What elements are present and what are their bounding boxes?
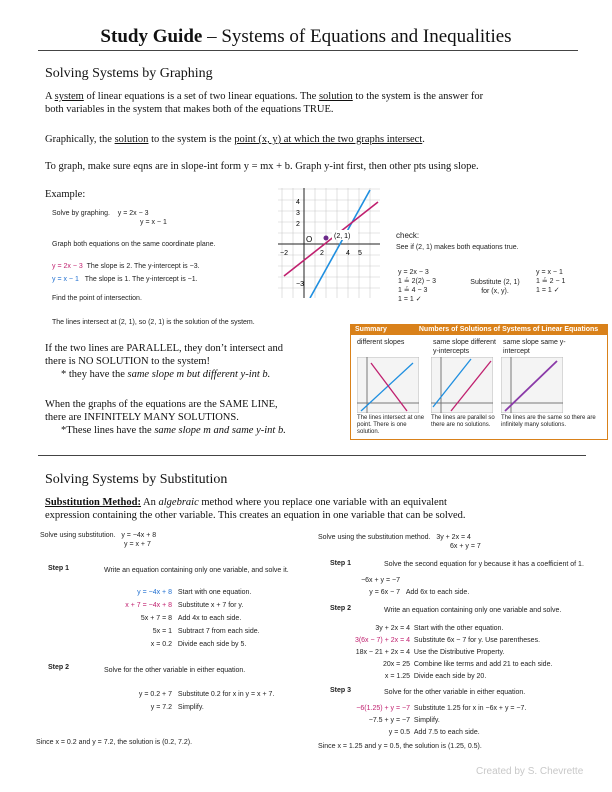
- label-point: (2, 1): [334, 233, 351, 240]
- left-example-header: Solve using substitution. y = −4x + 8 y = x + 7: [40, 532, 157, 548]
- graph-grid: [278, 188, 380, 298]
- summary-header: [351, 325, 607, 335]
- parallel-note: If the two lines are PARALLEL, they don’t intersect and there is NO SOLUTION to the system! * they have the same slope m but different y-int b.: [45, 343, 283, 380]
- right-step3-label: Step 3: [330, 687, 352, 694]
- example-graph-both: Graph both equations on the same coordinate plane.: [52, 241, 216, 248]
- example-problem: Solve by graphing. y = 2x − 3 y = x − 1: [52, 210, 167, 226]
- summary-col2-head: same slope different y-intercepts: [433, 339, 496, 355]
- system-definition: A system of linear equations is a set of two linear equations. The solution to the system is the answer for both variables in the system that makes both of the equations TRUE.: [45, 91, 484, 115]
- summary-graph-parallel: [431, 357, 493, 413]
- title-bold: Study Guide: [100, 26, 203, 47]
- right-step3-text: Solve for the other variable in either equation.: [384, 689, 526, 696]
- left-since: Since x = 0.2 and y = 7.2, the solution is (0.2, 7.2).: [36, 739, 193, 746]
- section-rule: [38, 455, 586, 456]
- summary-col3-head: same slope same y-intercept: [503, 339, 566, 355]
- right-step3-rows: −6(1.25) + y = −7 Substitute 1.25 for x in −6x + y = −7. −7.5 + y = −7 Simplify. y = 0.5 Add 7.5 to each side.: [356, 705, 527, 736]
- example-conclusion: The lines intersect at (2, 1), so (2, 1) is the solution of the system.: [52, 319, 255, 326]
- label-origin: O: [306, 235, 313, 244]
- label-y2: 2: [296, 221, 300, 228]
- label-x2: 2: [320, 250, 324, 257]
- left-step2-rows: y = 0.2 + 7 Substitute 0.2 for x in y = x + 7. y = 7.2 Simplify.: [138, 691, 275, 711]
- summary-col3-foot: The lines are the same so there are infinitely many solutions.: [501, 415, 596, 428]
- left-step2-text: Solve for the other variable in either equation.: [104, 667, 246, 674]
- example-slope2: y = x − 1 The slope is 1. The y-intercept is −1.: [52, 276, 198, 283]
- example-label: Example:: [45, 189, 86, 200]
- left-step2-label: Step 2: [48, 664, 70, 671]
- graphical-definition: Graphically, the solution to the system is the point (x, y) at which the two graphs intersect.: [45, 134, 425, 145]
- label-y4: 4: [296, 199, 300, 206]
- same-line-note: When the graphs of the equations are the SAME LINE, there are INFINITELY MANY SOLUTIONS. *These lines have the same slope m and same y-int b.: [45, 399, 286, 436]
- summary-col1-foot: The lines intersect at one point. There is one solution.: [357, 415, 425, 435]
- check-right: y = x − 1 1 ≟ 2 − 1 1 = 1 ✓: [536, 269, 566, 294]
- label-x5: 5: [358, 250, 362, 257]
- example-graph: [278, 188, 380, 298]
- left-step1-text: Write an equation containing only one variable, and solve it.: [104, 567, 289, 574]
- title-rest: Systems of Equations and Inequalities: [221, 26, 512, 47]
- left-step1-label: Step 1: [48, 565, 70, 572]
- right-step2-label: Step 2: [330, 605, 352, 612]
- summary-tag: Summary: [355, 326, 387, 333]
- watermark: Created by S. Chevrette: [476, 766, 584, 777]
- check-left: y = 2x − 3 1 ≟ 2(2) − 3 1 ≟ 4 − 3 1 = 1 ✓: [398, 269, 436, 303]
- summary-title: Numbers of Solutions of Systems of Linear Equations: [418, 326, 599, 333]
- graphing-howto: To graph, make sure eqns are in slope-int form y = mx + b. Graph y-int first, then other pts using slope.: [45, 161, 479, 172]
- right-example-header: Solve using the substitution method. 3y + 2x = 4 6x + y = 7: [318, 534, 481, 550]
- summary-col1-head: different slopes: [357, 339, 405, 346]
- example-slope1: y = 2x − 3 The slope is 2. The y-intercept is −3.: [52, 263, 200, 270]
- summary-graph-intersect: [357, 357, 419, 413]
- graphing-heading: Solving Systems by Graphing: [45, 66, 213, 81]
- title-rule: [38, 50, 578, 51]
- right-step1-rows: −6x + y = −7 y = 6x − 7 Add 6x to each side.: [361, 577, 470, 596]
- check-text: See if (2, 1) makes both equations true.: [396, 244, 519, 251]
- summary-box: [350, 324, 608, 440]
- right-step1-label: Step 1: [330, 560, 352, 567]
- right-step1-text: Solve the second equation for y because it has a coefficient of 1.: [384, 561, 584, 568]
- title-dash: –: [207, 26, 217, 47]
- label-y3: 3: [296, 210, 300, 217]
- label-xneg2: −2: [280, 250, 288, 257]
- substitution-definition: Substitution Method: An algebraic method where you replace one variable with an equivalent expression containing the other variable. This creates an equation in one variable that can be solved.: [45, 497, 466, 521]
- substitution-heading: Solving Systems by Substitution: [45, 472, 228, 487]
- check-label: check:: [396, 231, 420, 240]
- label-x4: 4: [346, 250, 350, 257]
- summary-graph-same: [501, 357, 563, 413]
- page-title: [0, 26, 612, 48]
- summary-col2-foot: The lines are parallel so there are no solutions.: [431, 415, 495, 428]
- left-step1-rows: y = −4x + 8 Start with one equation. x + 7 = −4x + 8 Substitute x + 7 for y. 5x + 7 = 8 Add 4x to each side. 5x = 1 Subtract 7 from each side. x = 0.2 Divide each side by 5.: [125, 589, 260, 648]
- example-find: Find the point of intersection.: [52, 295, 142, 302]
- right-step2-rows: 3y + 2x = 4 Start with the other equation. 3(6x − 7) + 2x = 4 Substitute 6x − 7 for y. Use parentheses. 18x − 21 + 2x = 4 Use the Distributive Property. 20x = 25 Combine like terms and add 21 to each side. x = 1.25 Divide each side by 20.: [354, 625, 553, 680]
- label-yneg3: −3: [296, 281, 304, 288]
- right-since: Since x = 1.25 and y = 0.5, the solution is (1.25, 0.5).: [318, 743, 482, 750]
- intersection-point: [324, 236, 329, 241]
- right-step2-text: Write an equation containing only one variable and solve.: [384, 607, 562, 614]
- check-substitute: Substitute (2, 1) for (x, y).: [470, 279, 520, 295]
